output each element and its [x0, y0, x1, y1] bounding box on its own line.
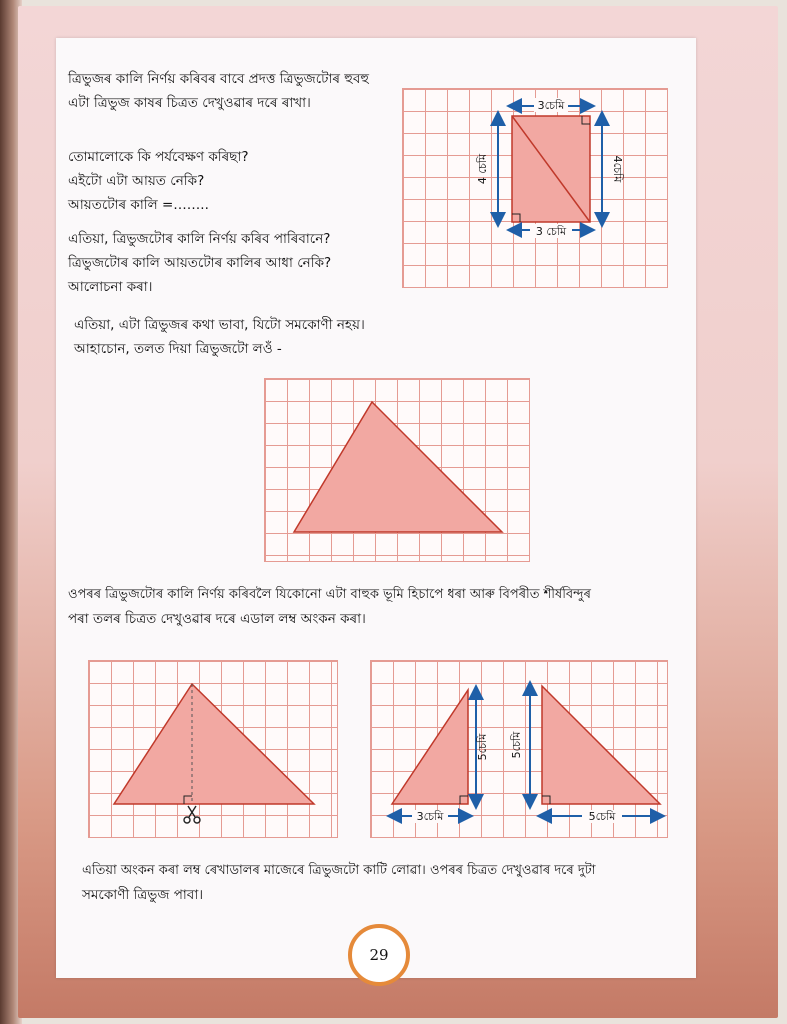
question-4: এতিয়া, ত্রিভুজটোৰ কালি নির্ণয় কৰিব পাৰিবানে?: [68, 231, 331, 247]
question-2: এইটো এটা আয়ত নেকি?: [68, 173, 205, 189]
para3-line-1: এতিয়া অংকন কৰা লম্ব ৰেখাডালৰ মাজেৰে ত্রিভুজটো কাটি লোৱা। ওপৰৰ চিত্ৰত দেখুওৱাৰ দৰে দুটা: [82, 863, 596, 878]
question-6: আলোচনা কৰা।: [68, 279, 153, 295]
para2-line-1: ওপৰৰ ত্রিভুজটোৰ কালি নির্ণয় কৰিবলৈ যিকোনো এটা বাহুক ভূমি হিচাপে ধৰা আৰু বিপৰীত শীৰ্ষবিন্দুৰ: [68, 587, 591, 602]
fig4-left-height-label: 5চেমি: [476, 733, 489, 761]
para3-line-2: সমকোণী ত্রিভুজ পাবা।: [82, 887, 204, 903]
scissors-icon: [184, 806, 200, 823]
textbook-page: [56, 38, 696, 978]
fig1-top-label: 3চেমি: [537, 99, 565, 112]
figure-triangle: [264, 378, 528, 560]
fig1-right-label: 4চেমি: [611, 155, 624, 183]
fig4-right-height-label: 5চেমি: [510, 731, 523, 759]
fig1-bottom-label: 3 চেমি: [535, 225, 567, 238]
figure-rectangle: [402, 88, 666, 286]
fig4-right-base-label: 5চেমি: [588, 810, 616, 823]
question-3: আয়তটোৰ কালি =……..: [68, 197, 209, 213]
figure-altitude: [88, 660, 336, 836]
fig1-left-label: 4 চেমি: [476, 153, 489, 185]
next-line-1: এতিয়া, এটা ত্রিভুজৰ কথা ভাবা, যিটো সমকোণী নহয়।: [74, 317, 365, 333]
question-5: ত্রিভুজটোৰ কালি আয়তটোৰ কালিৰ আধা নেকি?: [68, 255, 332, 271]
intro-line-1: ত্রিভুজৰ কালি নির্ণয় কৰিবৰ বাবে প্ৰদত্ত ত্রিভুজটোৰ হুবহু: [68, 71, 370, 87]
page-number: 29: [348, 924, 410, 986]
intro-line-2: এটা ত্রিভুজ কাষৰ চিত্ৰত দেখুওৱাৰ দৰে ৰাখা।: [68, 95, 311, 111]
fig4-left-base-label: 3চেমি: [416, 810, 444, 823]
para2-line-2: পৰা তলৰ চিত্ৰত দেখুওৱাৰ দৰে এডাল লম্ব অংকন কৰা।: [68, 611, 366, 627]
question-1: তোমালোকে কি পৰ্যবেক্ষণ কৰিছা?: [68, 149, 249, 165]
next-line-2: আহাচোন, তলত দিয়া ত্রিভুজটো লওঁ -: [74, 341, 282, 357]
figure-two-triangles: [370, 660, 666, 836]
